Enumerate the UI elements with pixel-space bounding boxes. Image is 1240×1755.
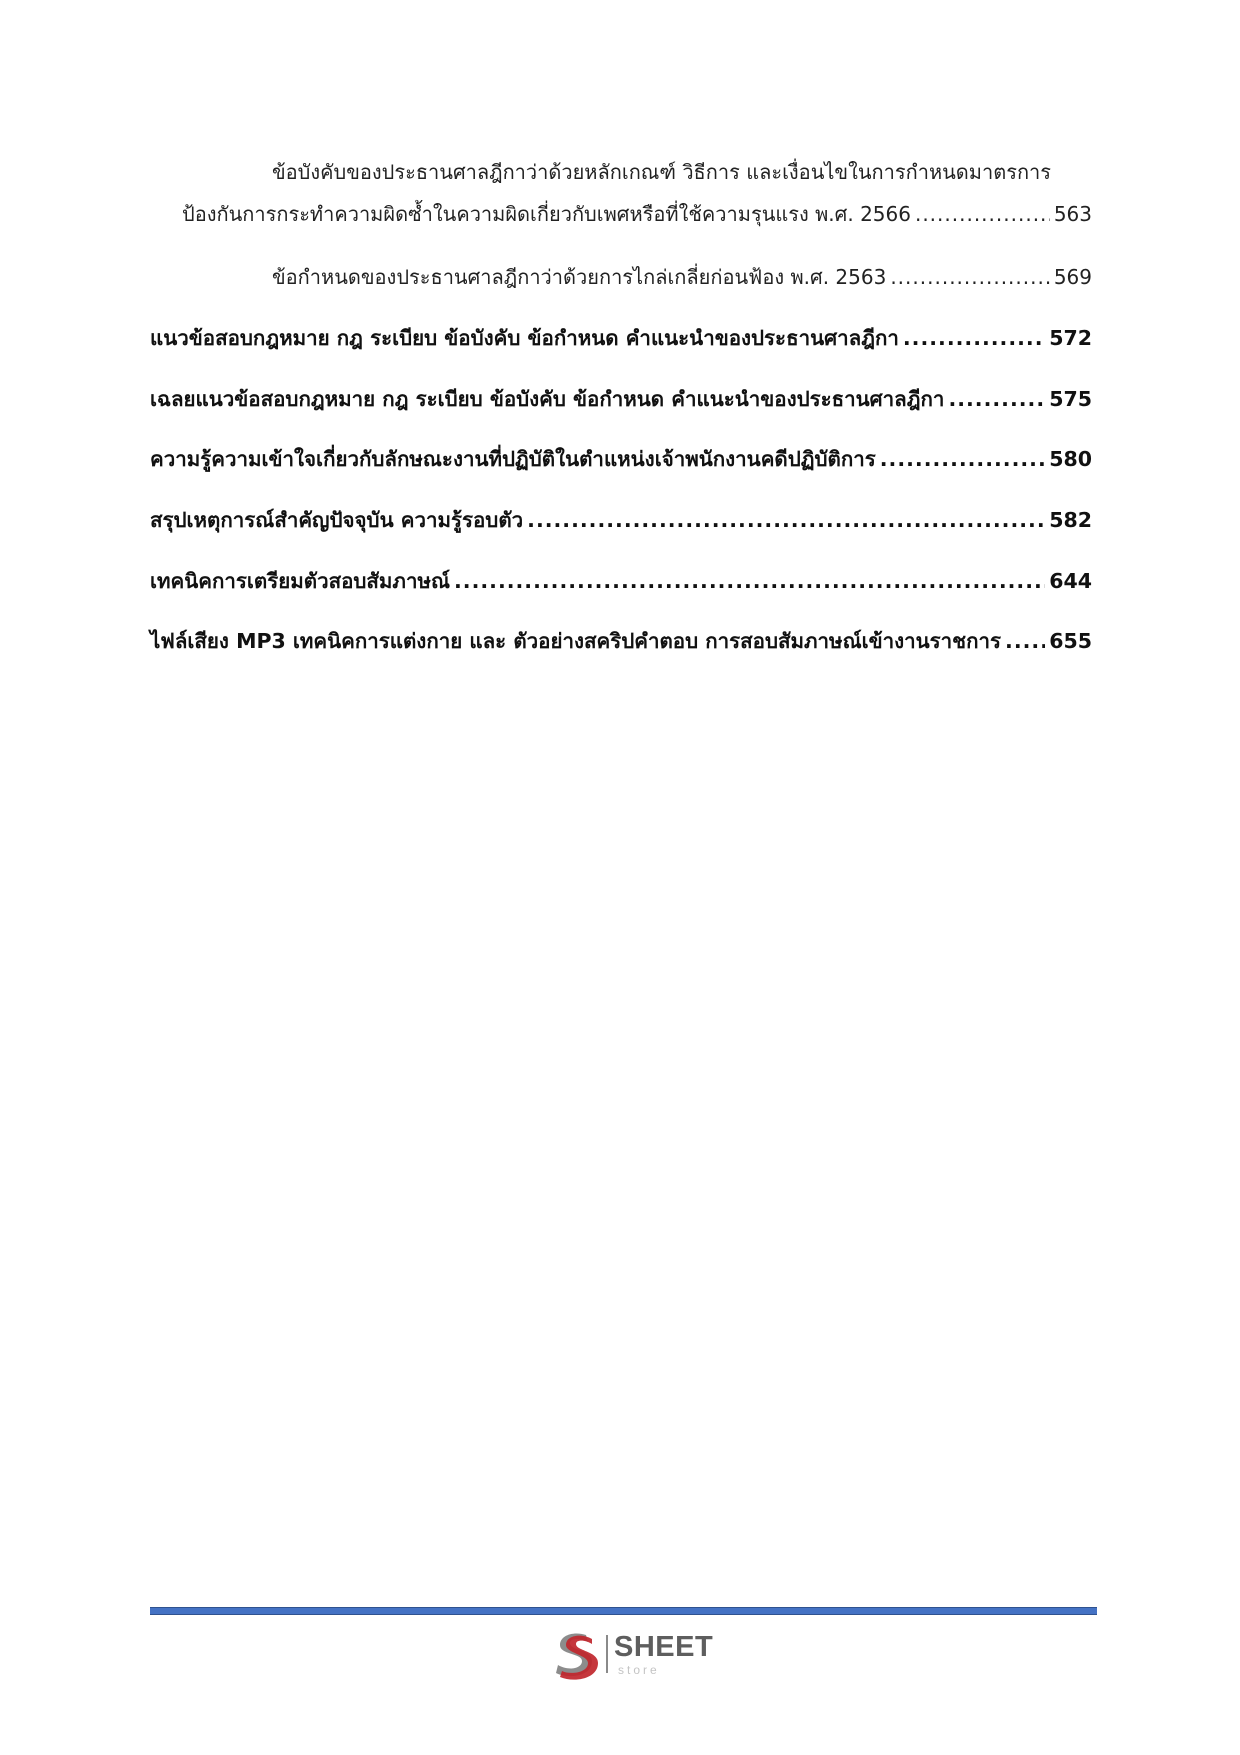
toc-entry-4-title: เฉลยแนวข้อสอบกฎหมาย กฎ ระเบียบ ข้อบังคับ ข้อกำหนด คำแนะนำของประธานศาลฎีกา — [150, 387, 945, 411]
toc-entry-7-page: 644 — [1049, 569, 1092, 593]
logo-divider — [606, 1635, 608, 1673]
toc-entry-1-line-2: ป้องกันการกระทำความผิดซ้ำในความผิดเกี่ยวกับเพศหรือที่ใช้ความรุนแรง พ.ศ. 2566 — [182, 202, 911, 226]
toc-entry-6-title: สรุปเหตุการณ์สำคัญปัจจุบัน ความรู้รอบตัว — [150, 508, 524, 532]
dot-leader — [903, 326, 1045, 350]
toc-entry-7[interactable] — [150, 565, 1092, 598]
toc-entry-5[interactable] — [150, 443, 1092, 476]
toc-entry-5-page: 580 — [1049, 447, 1092, 471]
toc-entry-6-page: 582 — [1049, 508, 1092, 532]
dot-leader — [527, 508, 1045, 532]
logo-brand-text: SHEET — [614, 1631, 714, 1663]
toc-entry-7-title: เทคนิคการเตรียมตัวสอบสัมภาษณ์ — [150, 569, 450, 593]
toc-entry-5-title: ความรู้ความเข้าใจเกี่ยวกับลักษณะงานที่ปฏิบัติในตำแหน่งเจ้าพนักงานคดีปฏิบัติการ — [150, 447, 876, 471]
toc-entry-4[interactable] — [150, 383, 1092, 416]
toc-entry-3-page: 572 — [1049, 326, 1092, 350]
toc-entry-8-title: ไฟล์เสียง MP3 เทคนิคการแต่งกาย และ ตัวอย่างสคริปคำตอบ การสอบสัมภาษณ์เข้างานราชการ — [150, 629, 1002, 653]
footer-divider — [150, 1607, 1097, 1615]
toc-entry-6[interactable] — [150, 504, 1092, 537]
toc-entry-1-line-1: ข้อบังคับของประธานศาลฎีกาว่าด้วยหลักเกณฑ์ วิธีการ และเงื่อนไขในการกำหนดมาตรการ — [272, 160, 1052, 184]
toc-entry-8-page: 655 — [1049, 629, 1092, 653]
dot-leader — [880, 447, 1045, 471]
toc-entry-2-title: ข้อกำหนดของประธานศาลฎีกาว่าด้วยการไกล่เกลี่ยก่อนฟ้อง พ.ศ. 2563 — [272, 265, 887, 289]
toc-entry-8[interactable] — [150, 625, 1092, 658]
logo-sub-text: store — [618, 1663, 660, 1677]
toc-entry-2[interactable] — [150, 261, 1092, 293]
dot-leader — [948, 387, 1045, 411]
dot-leader — [890, 265, 1049, 289]
dot-leader — [454, 569, 1045, 593]
toc-entry-1[interactable] — [150, 198, 1092, 230]
dot-leader — [1005, 629, 1045, 653]
toc-entry-3-title: แนวข้อสอบกฎหมาย กฎ ระเบียบ ข้อบังคับ ข้อกำหนด คำแนะนำของประธานศาลฎีกา — [150, 326, 899, 350]
logo-s-mark-icon — [552, 1629, 600, 1681]
toc-entry-3[interactable] — [150, 322, 1092, 355]
toc-entry-2-page: 569 — [1053, 265, 1092, 289]
sheet-store-logo — [552, 1627, 722, 1683]
toc-entry-4-page: 575 — [1049, 387, 1092, 411]
dot-leader — [915, 202, 1050, 226]
toc-entry-1-page: 563 — [1053, 202, 1092, 226]
